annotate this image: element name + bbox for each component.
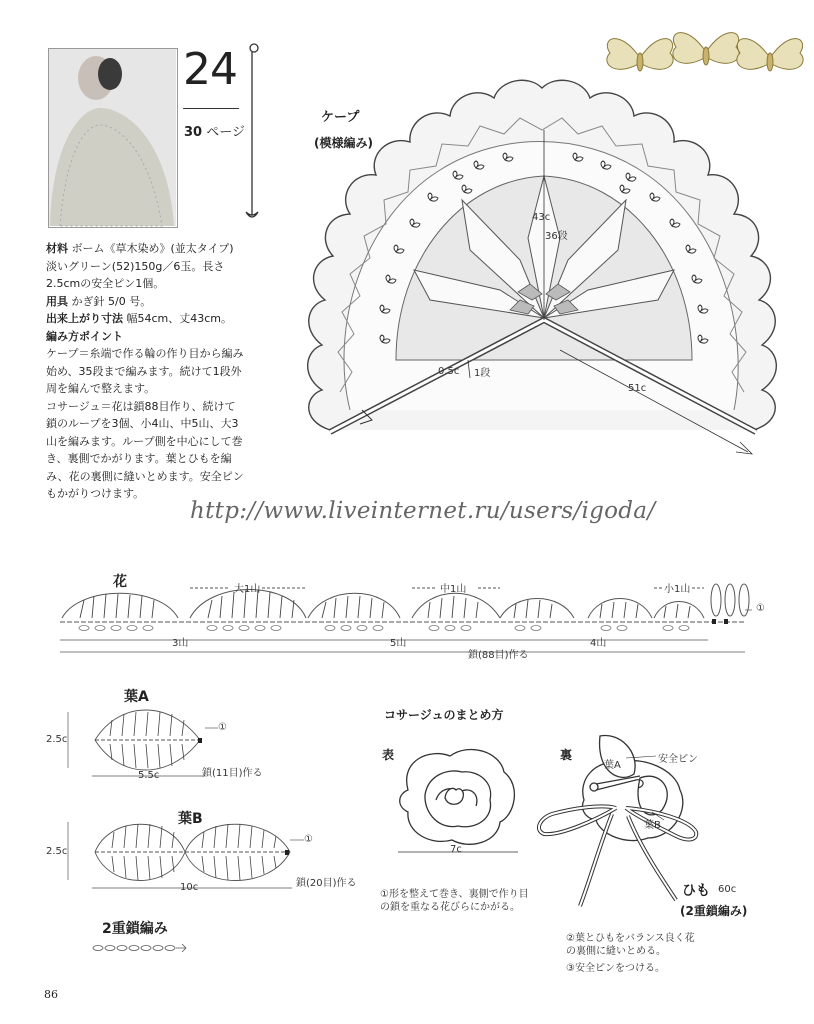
page-number: 86 [44, 988, 58, 1001]
cape-length: 43c [532, 212, 551, 223]
assembly-title: コサージュのまとめ方 [384, 708, 504, 722]
cape-diagram [308, 80, 777, 454]
assembly-safety-pin: 安全ピン [658, 754, 698, 765]
materials-line [46, 240, 244, 293]
points-text-1: ケープ＝糸端で作る輪の作り目から編み始め、35段まで編みます。続けて1段外周を編んで整えます。 [46, 347, 244, 395]
leaf-a-width: 5.5c [138, 770, 160, 781]
assembly-front-label: 表 [382, 748, 395, 762]
assembly-step-3: ③安全ピンをつける。 [566, 963, 665, 974]
leaf-a-start-mark: ① [218, 722, 227, 733]
assembly-cord-label: ひも [682, 883, 710, 899]
leaf-b-start-mark: ① [304, 834, 313, 845]
leaf-a-title: 葉A [124, 689, 149, 705]
size-line [46, 310, 244, 328]
cape-width: 51c [628, 383, 647, 394]
corsage-front-illustration [398, 749, 518, 852]
model-photo-frame [48, 48, 178, 228]
leaf-b-height: 2.5c [46, 846, 68, 857]
flower-count-3: 3山 [172, 638, 189, 649]
flower-small-label: 小1山 [664, 584, 691, 595]
assembly-back-label: 裏 [560, 748, 573, 762]
flower-medium-label: 中1山 [440, 584, 467, 595]
double-chain-chart [93, 944, 186, 952]
assembly-cord-stitch: (2重鎖編み) [680, 904, 748, 918]
materials-block [46, 240, 244, 503]
cape-title: ケープ [321, 110, 360, 125]
double-chain-title: 2重鎖編み [102, 921, 168, 937]
tools-label: 用具 [46, 294, 68, 308]
flower-count-5: 5山 [390, 638, 407, 649]
tools-text: かぎ針 5/0 号。 [71, 294, 152, 308]
leaf-a-chart [68, 710, 218, 776]
cape-rows: 36段 [545, 231, 568, 242]
watermark-url: http://www.liveinternet.ru/users/igoda/ [190, 498, 656, 524]
assembly-leaf-a: 葉A [604, 760, 621, 771]
points-label: 編み方ポイント [46, 329, 123, 343]
flower-start-mark: ① [756, 603, 765, 614]
assembly-step-2: ②葉とひもをバランス良く花の裏側に縫いとめる。 [566, 933, 695, 957]
leaf-b-width: 10c [180, 882, 199, 893]
assembly-diameter: 7c [450, 844, 462, 855]
page-reference-number: 30 [184, 125, 203, 140]
assembly-cord-length: 60c [718, 884, 737, 895]
flower-chain: 鎖(88目)作る [468, 650, 529, 661]
leaf-b-title: 葉B [178, 811, 203, 827]
decorative-pin-icon [246, 44, 258, 217]
size-text: 幅54cm、丈43cm。 [126, 312, 233, 325]
leaf-a-chain: 鎖(11目)作る [202, 768, 263, 779]
page-reference [184, 121, 245, 140]
flower-large-label: 大1山 [234, 584, 261, 595]
assembly-leaf-b: 葉B [644, 820, 661, 831]
header-divider [183, 108, 239, 109]
pattern-number: 24 [183, 44, 237, 95]
leaf-b-chain: 鎖(20目)作る [296, 878, 357, 889]
size-label: 出来上がり寸法 [46, 312, 123, 325]
points-text-2: コサージュ＝花は鎖88目作り、続けて鎖のループを3個、小4山、中5山、大3山を編みます。ループ側を中心にして巻き、裏側でかがります。葉とひもを編み、花の裏側に縫いとめます。安全ピンもかがりつけます。 [46, 399, 244, 500]
tools-line [46, 293, 244, 311]
assembly-step-1: ①形を整えて巻き、裏側で作り目の鎖を重なる花びらにかがる。 [380, 889, 529, 913]
cape-subtitle: (模様編み) [314, 136, 373, 150]
materials-label: 材料 [46, 242, 68, 255]
leaf-b-chart [68, 822, 304, 888]
flower-count-4: 4山 [590, 638, 607, 649]
butterfly-decoration [607, 33, 803, 71]
cape-edge: 0.5c [438, 366, 460, 377]
cape-edge-rows: 1段 [474, 368, 491, 379]
leaf-a-height: 2.5c [46, 734, 68, 745]
page-reference-suffix: ページ [206, 125, 245, 140]
flower-title: 花 [113, 574, 127, 590]
materials-text: ボーム《草木染め》(並太タイプ) 淡いグリーン(52)150g／6玉。長さ2.5cmの安全ピン1個。 [46, 242, 234, 290]
